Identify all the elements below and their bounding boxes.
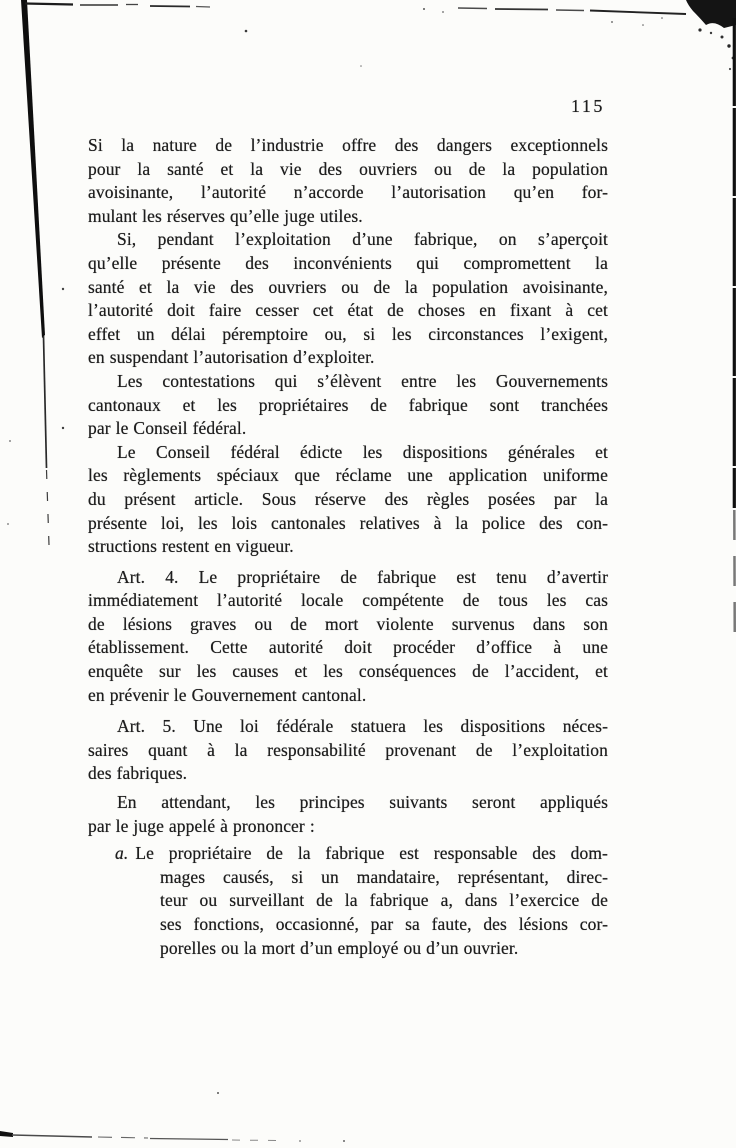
text-line: porelles ou la mort d’un employé ou d’un ouvrier.: [160, 937, 519, 958]
text-line: des fabriques.: [88, 763, 188, 784]
text-line: par le juge appelé à prononcer :: [88, 815, 315, 836]
paragraph: [88, 370, 608, 441]
bottom-edge-marks: [0, 1131, 345, 1142]
text-line: les règlements spéciaux que réclame une application uniforme: [88, 465, 608, 486]
text-line: Le Conseil fédéral édicte les dispositions générales et: [117, 441, 608, 462]
text-line: pour la santé et la vie des ouvriers ou de la population: [88, 158, 608, 179]
text-line: présente loi, les lois cantonales relatives à la police des con-: [88, 512, 608, 533]
top-edge-marks: [25, 4, 686, 33]
text-line: structions restent en vigueur.: [88, 536, 294, 557]
paragraph: [88, 441, 608, 559]
text-line: par le Conseil fédéral.: [88, 418, 247, 439]
text-line: mages causés, si un mandataire, représentant, direc-: [160, 866, 608, 887]
paragraph: [88, 715, 608, 786]
page-number: 115: [571, 96, 605, 116]
text-line: établissement. Cette autorité doit procéder d’office à une: [88, 637, 608, 658]
text-line: Art. 5. Une loi fédérale statuera les dispositions néces-: [117, 716, 608, 737]
list-marker: a.: [115, 843, 129, 864]
page-text-block: [88, 134, 608, 960]
text-line: Si la nature de l’industrie offre des dangers exceptionnels: [88, 135, 608, 155]
text-line: cantonaux et les propriétaires de fabrique sont tranchées: [88, 394, 608, 415]
text-line: mulant les réserves qu’elle juge utiles.: [88, 205, 363, 226]
paragraph: [88, 134, 608, 228]
text-line: enquête sur les causes et les conséquences de l’accident, et: [88, 661, 608, 682]
paragraph: [88, 566, 608, 708]
text-line: de lésions graves ou de mort violente survenus dans son: [88, 613, 608, 634]
text-line: immédiatement l’autorité locale compétente de tous les cas: [88, 590, 608, 611]
paragraph: [88, 791, 608, 838]
text-line: santé et la vie des ouvriers ou de la population avoisinante,: [88, 276, 608, 297]
text-line: du présent article. Sous réserve des règles posées par la: [88, 488, 608, 509]
right-edge-line: [734, 18, 735, 648]
text-line: Si, pendant l’exploitation d’une fabrique, on s’aperçoit: [117, 229, 608, 250]
text-line: teur ou surveillant de la fabrique a, dans l’exercice de: [160, 890, 608, 911]
corner-smudge: [686, 0, 736, 83]
text-line: l’autorité doit faire cesser cet état de choses en fixant à cet: [88, 300, 608, 321]
paragraph: [88, 228, 608, 370]
list-item: [88, 842, 608, 960]
text-line: qu’elle présente des inconvénients qui compromettent la: [88, 252, 608, 273]
binding-edge-line: [21, 0, 49, 545]
text-line: avoisinante, l’autorité n’accorde l’autorisation qu’en for-: [88, 182, 608, 203]
text-line: En attendant, les principes suivants seront appliqués: [117, 792, 608, 813]
text-line: saires quant à la responsabilité provenant de l’exploitation: [88, 739, 608, 760]
text-line: ses fonctions, occasionné, par sa faute, des lésions cor-: [160, 914, 608, 934]
text-line: Les contestations qui s’élèvent entre les Gouvernements: [117, 370, 608, 391]
text-line: en suspendant l’autorisation d’exploiter.: [88, 347, 375, 368]
text-line: a. Le propriétaire de la fabrique est responsable des dom-: [115, 843, 608, 864]
text-line: en prévenir le Gouvernement cantonal.: [88, 684, 367, 705]
text-line: Art. 4. Le propriétaire de fabrique est tenu d’avertir: [117, 566, 608, 587]
text-line: effet un délai péremptoire ou, si les circonstances l’exigent,: [88, 323, 608, 344]
